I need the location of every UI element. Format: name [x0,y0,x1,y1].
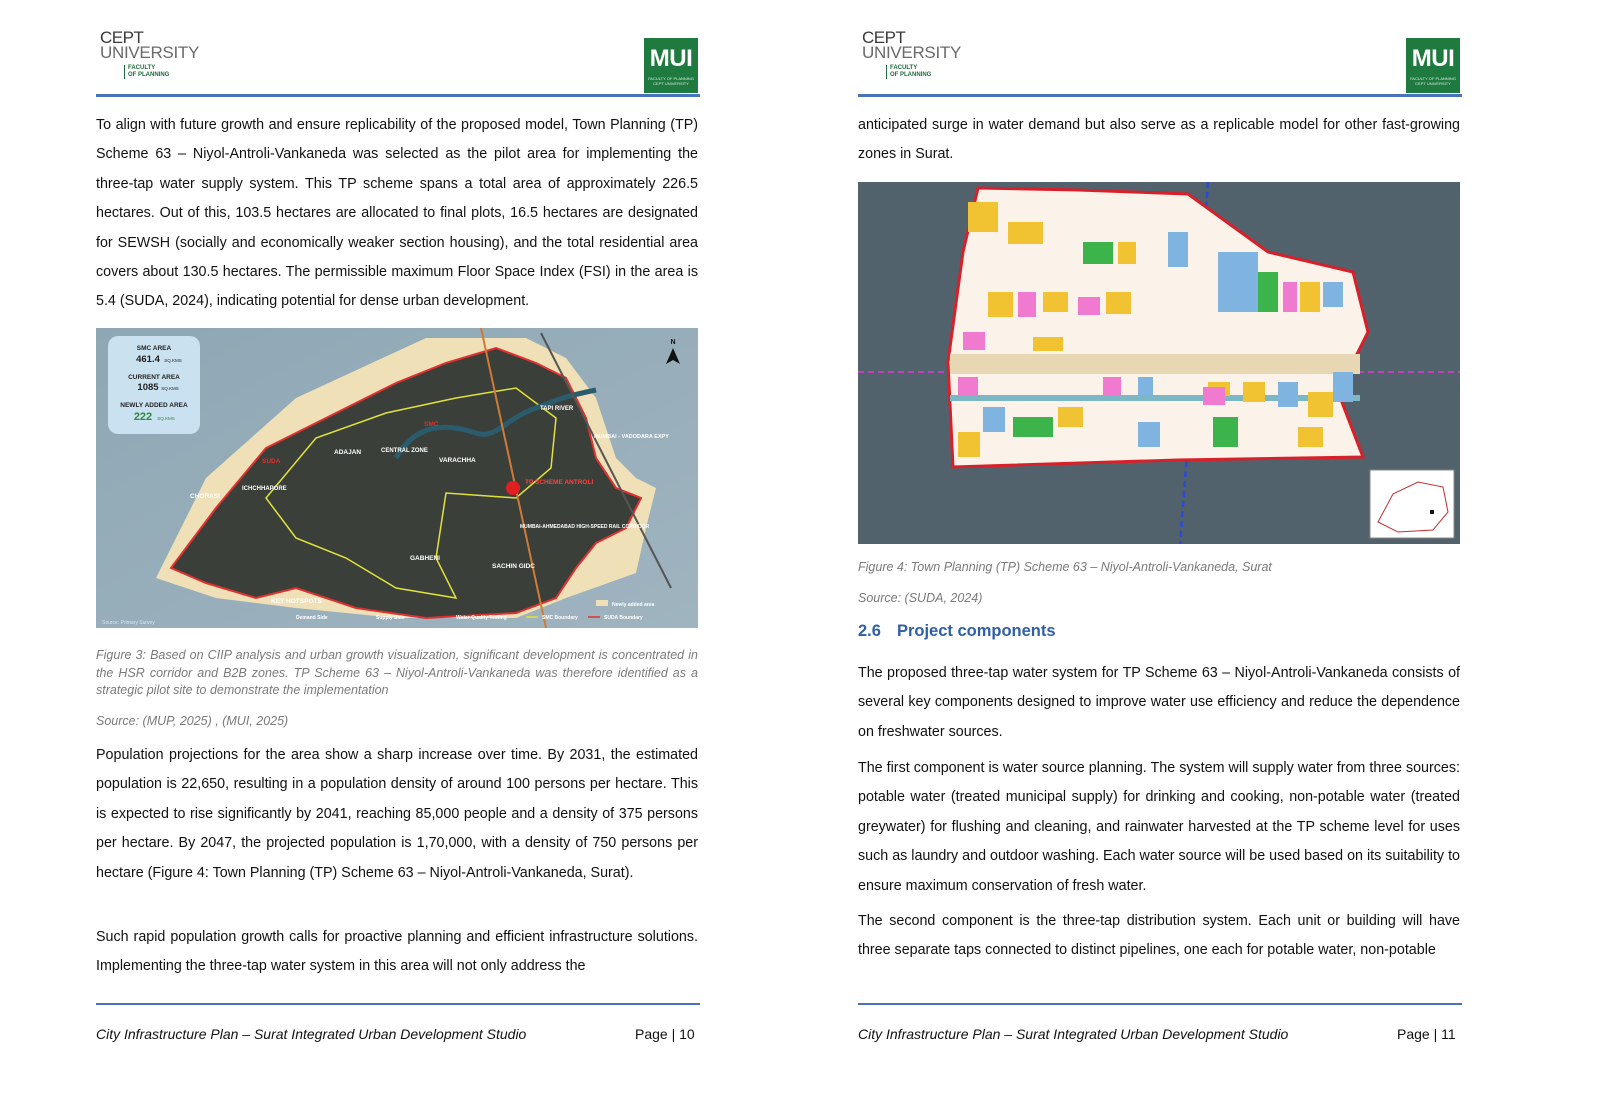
plot [988,292,1013,317]
newly-added-label: NEWLY ADDED AREA [120,402,188,409]
footer-title: City Infrastructure Plan – Surat Integrated Urban Development Studio [96,1026,527,1042]
label-sachin: SACHIN GIDC [492,563,535,570]
label-hsr-corridor: MUMBAI-AHMEDABAD HIGH-SPEED RAIL CORRIDOR [520,524,650,530]
plot [958,377,978,395]
label-ichchhapore: ICHCHHAPORE [242,486,287,492]
plot [1106,292,1131,314]
plot [1033,337,1063,351]
legend-smc-boundary: SMC Boundary [542,615,578,621]
plot [1308,392,1333,417]
section-title: Project components [896,622,1056,640]
smc-area-label: SMC AREA [136,345,172,352]
legend-newly-added-swatch [596,600,608,606]
cept-logo-name: CEPT [100,28,144,47]
plot [983,407,1005,432]
label-tp-scheme: TP SCHEME ANTROLI [525,479,594,486]
legend-suda-boundary: SUDA Boundary [604,615,643,621]
plot [1243,382,1265,402]
figure-3-map [96,328,698,628]
paragraph: anticipated surge in water demand but also serve as a replicable model for other fast-growing zones in Surat. [858,117,1460,163]
plot [1118,242,1136,264]
current-area-value: 1085 [137,382,159,393]
figure-3-source: Source: (MUP, 2025) , (MUI, 2025) [96,714,289,728]
plot [963,332,985,350]
page-number: Page | 11 [1397,1026,1456,1042]
legend-key-hotspots: KEY HOTSPOTS [271,598,322,605]
inset-map-marker [1430,510,1434,514]
smc-area-value: 461.4 [136,354,160,365]
paragraph: To align with future growth and ensure replicability of the proposed model, Town Planning (TP) Scheme 63 – Niyol-Antroli-Vankaneda was selected as the pilot area for implementing the three-tap water supply system. This TP scheme spans a total area of approximately 226.5 hectares. Out of this, 103.5 hectares are allocated to final plots, 16.5 hectares are designated for SEWSH (socially and economically weaker section housing), and the total residential area covers about 130.5 hectares. The permissible maximum Floor Space Index (FSI) in the area is 5.4 (SUDA, 2024), indicating potential for dense urban development. [96,117,698,310]
mui-logo-sub2: CEPT UNIVERSITY [653,81,689,86]
legend-water-quality: Water Quality Testing [456,615,507,621]
plot [1278,382,1298,407]
plot [1213,417,1238,447]
plot [1300,282,1320,312]
figure-4-plan [858,182,1460,544]
label-gabheni: GABHENI [410,555,440,562]
plot [1083,242,1113,264]
mui-logo-text: MUI [649,45,693,72]
label-tapi-river: TAPI RIVER [540,406,574,412]
plot [1018,292,1036,317]
plot [958,432,980,457]
paragraph: The second component is the three-tap distribution system. Each unit or building will have three separate taps connected to distinct pipelines, one each for potable water, non-potable [858,913,1460,959]
section-number: 2.6 [858,622,881,640]
water-channel [950,395,1360,401]
plot [1218,252,1258,312]
plot [968,202,998,232]
footer-rule [96,1003,700,1005]
plot [1283,282,1297,312]
plot [1103,377,1121,395]
legend-demand-side: Demand Side [296,615,328,621]
mui-logo [1406,38,1460,93]
cept-faculty-line2: OF PLANNING [128,72,170,78]
cept-university-logo [862,30,962,82]
plot [1013,417,1053,437]
plot [1078,297,1100,315]
newly-added-unit: SQ.KMS [157,416,175,421]
plot [1323,282,1343,307]
newly-added-value: 222 [133,411,153,423]
page-11 [762,0,1562,1119]
label-smc: SMC [424,421,439,428]
plot [1138,422,1160,447]
plot [1008,222,1043,244]
figure-3-caption: Figure 3: Based on CIIP analysis and urban growth visualization, significant development is concentrated in the HSR corridor and B2B zones. TP Scheme 63 – Niyol-Antroli-Vankaneda was therefore identified as a strategic pilot site to demonstrate the implementation [96,648,698,697]
legend-supply-side: Supply Side [376,615,405,621]
smc-area-unit: SQ.KMS [164,358,182,363]
footer-title: City Infrastructure Plan – Surat Integrated Urban Development Studio [858,1026,1289,1042]
label-central-zone: CENTRAL ZONE [381,448,428,454]
cept-faculty-line1: FACULTY [890,65,918,71]
page-number: Page | 10 [635,1026,695,1042]
tp-scheme-marker [506,481,520,495]
paragraph: Such rapid population growth calls for proactive planning and efficient infrastructure solutions. Implementing the three-tap water system in this area will not only address the [96,929,698,975]
cept-university-logo [100,30,200,82]
cept-logo-name: CEPT [862,28,906,47]
footer-rule [858,1003,1462,1005]
paragraph: Population projections for the area show a sharp increase over time. By 2031, the estimated population is 22,650, resulting in a population density of around 100 persons per hectare. This is expected to rise significantly by 2041, reaching 85,000 people and a density of 375 persons per hectare. By 2047, the projected population is 1,70,000, with a density of 750 persons per hectare (Figure 4: Town Planning (TP) Scheme 63 – Niyol-Antroli-Vankaneda, Surat). [96,747,698,881]
inset-map [1370,470,1454,538]
plot [1203,387,1225,405]
plot [1138,377,1153,395]
label-chorasi: CHORASI [190,493,220,500]
plot [1333,372,1353,402]
figure-4-source: Source: (SUDA, 2024) [858,591,983,605]
mui-logo [644,38,698,93]
label-suda: SUDA [262,458,281,465]
label-varachha: VARACHHA [439,457,476,464]
legend-source: Source: Primary Survey [102,620,155,626]
paragraph: The proposed three-tap water system for TP Scheme 63 – Niyol-Antroli-Vankaneda consists of several key components designed to improve water use efficiency and reduce the dependence on freshwater sources. [858,665,1460,740]
north-label: N [670,339,676,346]
paragraph: The first component is water source planning. The system will supply water from three sources: potable water (treated municipal supply) for drinking and cooking, non-potable water (treated greywater) for flushing and cleaning, and rainwater harvested at the TP scheme level for uses such as laundry and outdoor washing. Each water source will be used based on its suitability to ensure maximum conservation of fresh water. [858,760,1460,894]
figure-4-caption: Figure 4: Town Planning (TP) Scheme 63 – Niyol-Antroli-Vankaneda, Surat [858,560,1272,574]
header-rule [96,94,700,97]
header-rule [858,94,1462,97]
cept-logo-university: UNIVERSITY [100,43,200,62]
main-road [950,354,1360,374]
cept-faculty-line1: FACULTY [128,65,156,71]
cept-logo-university: UNIVERSITY [862,43,962,62]
label-mumbai-vadodara: MUMBAI - VADODARA EXPY [594,434,669,440]
cept-logo-faculty [886,65,962,79]
legend-newly-added: Newly added area [612,602,655,608]
mui-logo-sub1: FACULTY OF PLANNING [1410,76,1456,81]
current-area-unit: SQ.KMS [161,386,179,391]
cept-faculty-line2: OF PLANNING [890,72,932,78]
plot [1043,292,1068,312]
plot [1258,272,1278,312]
label-adajan: ADAJAN [334,449,362,456]
mui-logo-text: MUI [1411,45,1455,72]
section-heading [858,622,1056,641]
mui-logo-sub2: CEPT UNIVERSITY [1415,81,1451,86]
plot [1298,427,1323,447]
cept-logo-faculty [124,65,200,79]
plot [1058,407,1083,427]
current-area-label: CURRENT AREA [128,374,180,381]
mui-logo-sub1: FACULTY OF PLANNING [648,76,694,81]
plot [1168,232,1188,267]
